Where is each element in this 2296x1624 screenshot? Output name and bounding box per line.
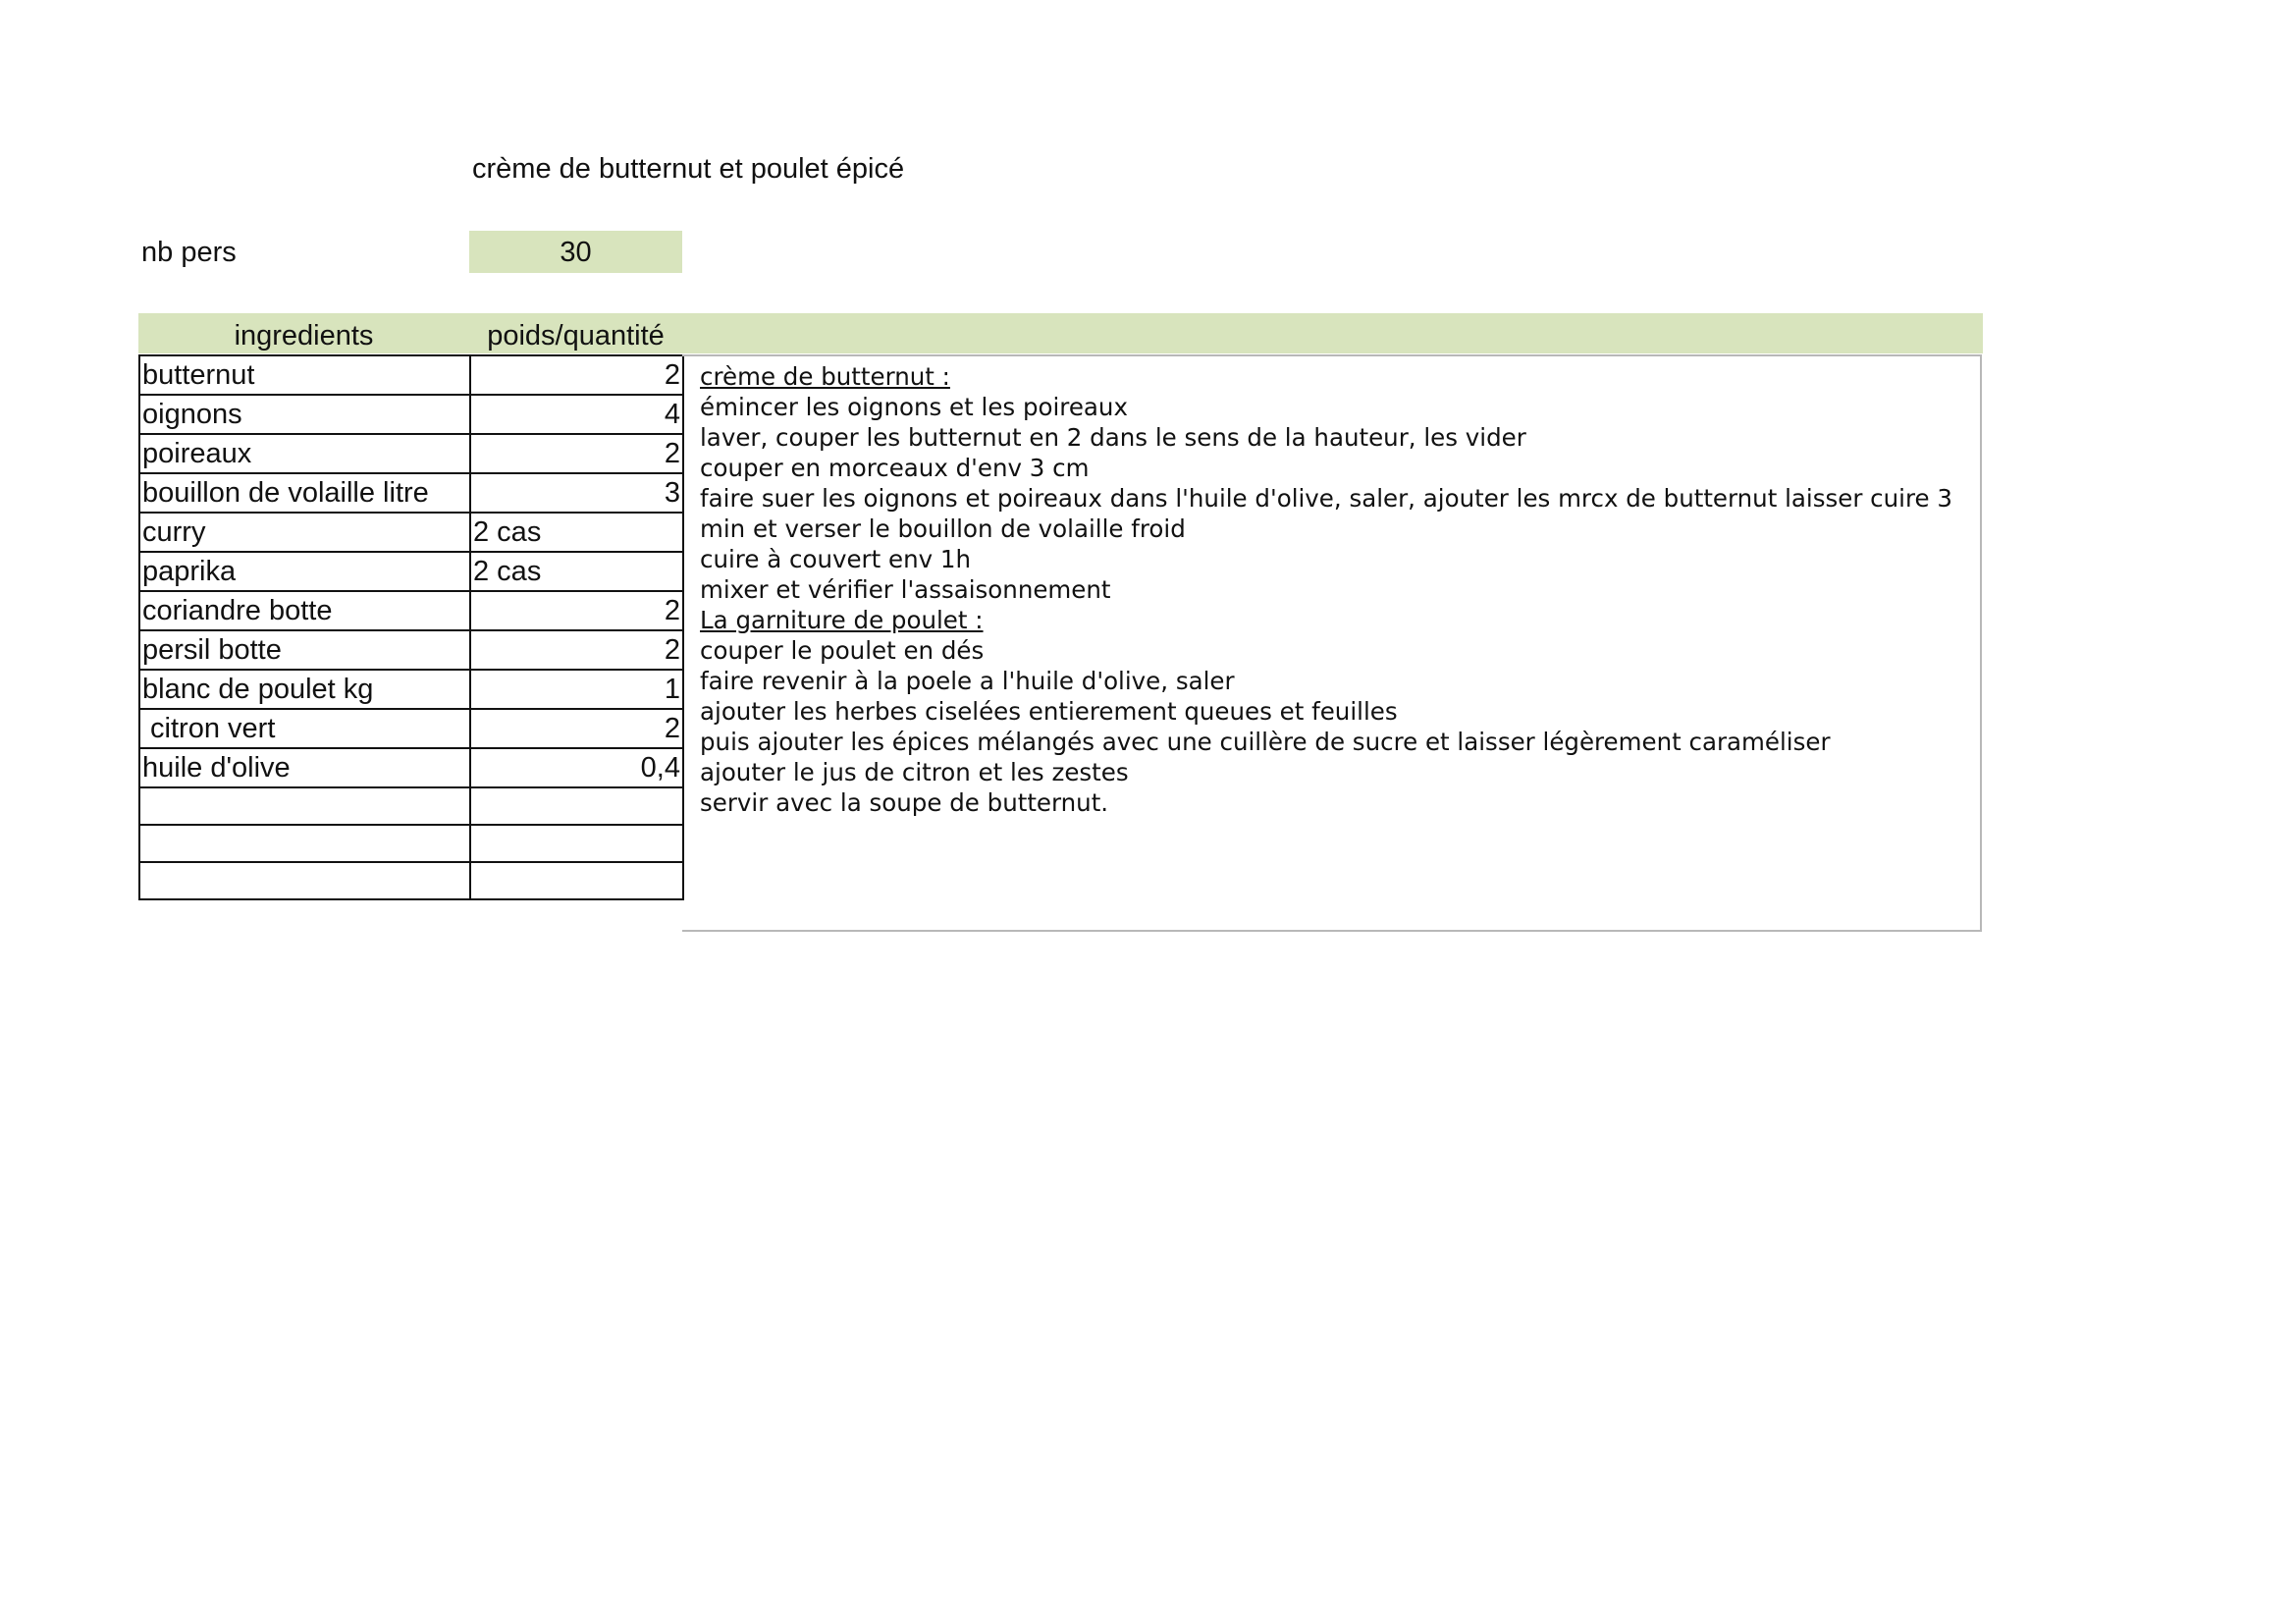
instruction-line: couper le poulet en dés <box>700 636 985 665</box>
table-row <box>139 473 683 513</box>
instruction-line: servir avec la soupe de butternut. <box>700 788 1109 817</box>
ingredients-table <box>138 354 684 900</box>
table-row <box>139 670 683 709</box>
ingredient-name-cell[interactable]: citron vert <box>139 709 470 748</box>
servings-value-cell[interactable]: 30 <box>469 231 682 273</box>
instruction-section-heading: crème de butternut : <box>700 362 950 391</box>
header-ingredients: ingredients <box>234 320 374 352</box>
ingredient-quantity-cell[interactable]: 1 <box>470 670 683 709</box>
ingredient-name-cell[interactable]: huile d'olive <box>139 748 470 787</box>
ingredient-name-cell[interactable]: butternut <box>139 355 470 395</box>
instruction-line: couper en morceaux d'env 3 cm <box>700 454 1090 482</box>
table-row <box>139 395 683 434</box>
table-row <box>139 709 683 748</box>
table-row <box>139 434 683 473</box>
ingredient-quantity-cell[interactable]: 3 <box>470 473 683 513</box>
ingredient-name-cell[interactable]: poireaux <box>139 434 470 473</box>
table-row <box>139 552 683 591</box>
instruction-line: mixer et vérifier l'assaisonnement <box>700 575 1111 604</box>
ingredient-quantity-cell[interactable]: 4 <box>470 395 683 434</box>
table-row <box>139 787 683 825</box>
instruction-line: min et verser le bouillon de volaille froid <box>700 514 1186 543</box>
ingredient-name-cell[interactable]: paprika <box>139 552 470 591</box>
ingredient-quantity-cell[interactable] <box>470 862 683 899</box>
table-row <box>139 630 683 670</box>
ingredient-quantity-cell[interactable]: 2 <box>470 709 683 748</box>
ingredient-quantity-cell[interactable]: 2 cas <box>470 552 683 591</box>
instruction-line: cuire à couvert env 1h <box>700 545 972 573</box>
table-row <box>139 748 683 787</box>
ingredient-name-cell[interactable] <box>139 825 470 862</box>
table-row <box>139 591 683 630</box>
table-row <box>139 825 683 862</box>
ingredient-name-cell[interactable]: blanc de poulet kg <box>139 670 470 709</box>
ingredient-name-cell[interactable]: persil botte <box>139 630 470 670</box>
instruction-section-heading: La garniture de poulet : <box>700 606 984 634</box>
instruction-line: laver, couper les butternut en 2 dans le sens de la hauteur, les vider <box>700 423 1526 452</box>
instruction-line: émincer les oignons et les poireaux <box>700 393 1128 421</box>
ingredient-name-cell[interactable]: curry <box>139 513 470 552</box>
instruction-line: faire suer les oignons et poireaux dans l'huile d'olive, saler, ajouter les mrcx de butternut laisser cuire 3 <box>700 484 1952 513</box>
ingredient-quantity-cell[interactable]: 2 <box>470 591 683 630</box>
instructions-text <box>700 361 1976 818</box>
ingredient-quantity-cell[interactable] <box>470 825 683 862</box>
instruction-line: faire revenir à la poele a l'huile d'olive, saler <box>700 667 1235 695</box>
ingredient-quantity-cell[interactable]: 2 cas <box>470 513 683 552</box>
table-row <box>139 355 683 395</box>
ingredient-name-cell[interactable] <box>139 862 470 899</box>
servings-label: nb pers <box>141 237 237 268</box>
ingredient-quantity-cell[interactable]: 2 <box>470 434 683 473</box>
instruction-line: puis ajouter les épices mélangés avec une cuillère de sucre et laisser légèrement caraméliser <box>700 728 1831 756</box>
table-row <box>139 862 683 899</box>
ingredient-name-cell[interactable]: bouillon de volaille litre <box>139 473 470 513</box>
table-row <box>139 513 683 552</box>
header-quantity: poids/quantité <box>487 320 665 352</box>
instruction-line: ajouter les herbes ciselées entierement queues et feuilles <box>700 697 1398 726</box>
ingredient-quantity-cell[interactable]: 0,4 <box>470 748 683 787</box>
ingredient-name-cell[interactable] <box>139 787 470 825</box>
ingredient-quantity-cell[interactable]: 2 <box>470 355 683 395</box>
recipe-title: crème de butternut et poulet épicé <box>472 153 905 185</box>
ingredient-quantity-cell[interactable] <box>470 787 683 825</box>
ingredient-name-cell[interactable]: coriandre botte <box>139 591 470 630</box>
instruction-line: ajouter le jus de citron et les zestes <box>700 758 1129 786</box>
ingredient-quantity-cell[interactable]: 2 <box>470 630 683 670</box>
ingredient-name-cell[interactable]: oignons <box>139 395 470 434</box>
